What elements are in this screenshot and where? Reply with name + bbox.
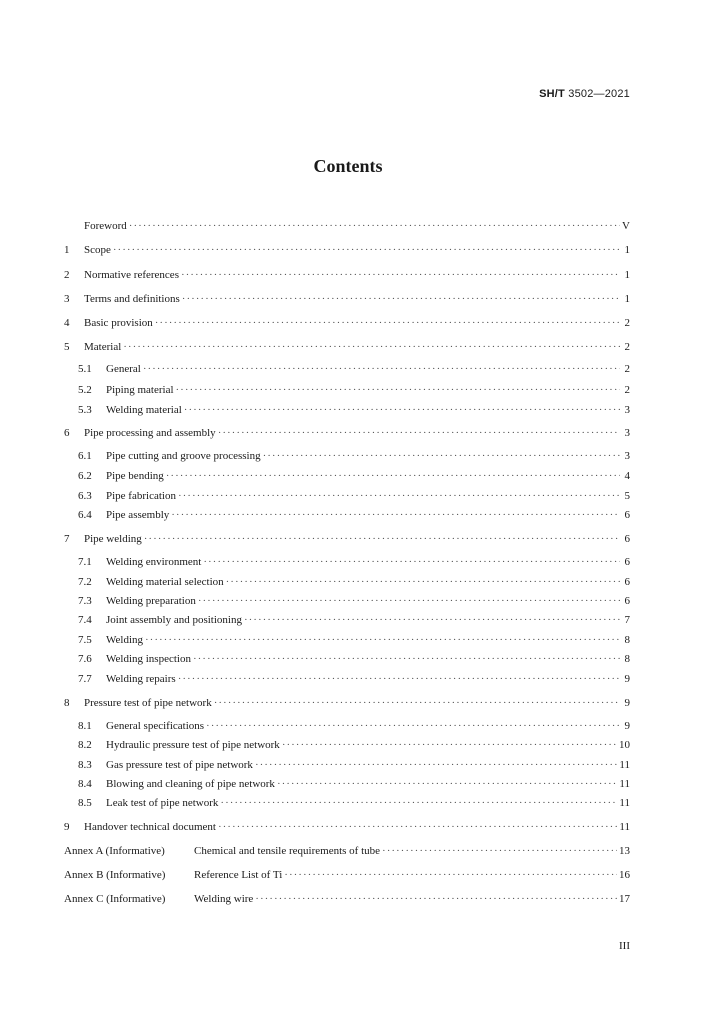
toc-leader-dots xyxy=(123,341,620,353)
toc-entry-page: 1 xyxy=(624,293,630,305)
toc-entry[interactable] xyxy=(64,293,630,309)
toc-leader-dots xyxy=(284,869,617,881)
toc-leader-dots xyxy=(263,450,620,462)
toc-entry-page: 9 xyxy=(624,673,630,685)
toc-entry-page: 10 xyxy=(619,739,630,751)
toc-entry-title: Pressure test of pipe network xyxy=(84,697,212,709)
toc-entry-title: Gas pressure test of pipe network xyxy=(106,759,253,771)
toc-entry[interactable] xyxy=(78,778,630,794)
toc-entry-title: Pipe assembly xyxy=(106,509,170,521)
toc-entry-title: General xyxy=(106,363,141,375)
toc-entry[interactable] xyxy=(64,317,630,333)
toc-entry[interactable] xyxy=(64,244,630,260)
toc-entry[interactable] xyxy=(78,653,630,669)
toc-entry-page: 6 xyxy=(624,595,630,607)
toc-leader-dots xyxy=(206,720,620,732)
toc-leader-dots xyxy=(171,509,620,521)
toc-leader-dots xyxy=(244,614,620,626)
toc-entry-title: Basic provision xyxy=(84,317,153,329)
toc-entry-page: 2 xyxy=(624,384,630,396)
toc-entry[interactable] xyxy=(78,720,630,736)
toc-entry-page: 11 xyxy=(619,759,630,771)
toc-entry[interactable] xyxy=(78,490,630,506)
toc-entry-title: Normative references xyxy=(84,269,179,281)
toc-entry-page: 1 xyxy=(624,244,630,256)
toc-entry-title: Welding environment xyxy=(106,556,202,568)
toc-leader-dots xyxy=(182,293,620,305)
toc-entry-number: 9 xyxy=(64,821,70,833)
toc-entry-number: 6.4 xyxy=(78,509,92,521)
toc-entry-title: General specifications xyxy=(106,720,205,732)
toc-entry-title: Pipe processing and assembly xyxy=(84,427,216,439)
toc-entry[interactable] xyxy=(64,341,630,357)
toc-entry-title: Reference List of Ti xyxy=(194,869,283,881)
toc-entry-title: Joint assembly and positioning xyxy=(106,614,242,626)
toc-entry-title: Welding preparation xyxy=(106,595,196,607)
toc-leader-dots xyxy=(178,673,620,685)
toc-leader-dots xyxy=(277,778,617,790)
toc-entry-number: 5 xyxy=(64,341,70,353)
toc-entry-number: 7.4 xyxy=(78,614,92,626)
toc-entry-page: 17 xyxy=(619,893,630,905)
toc-entry-number: 8.3 xyxy=(78,759,92,771)
toc-entry[interactable] xyxy=(78,739,630,755)
toc-entry[interactable] xyxy=(64,533,630,549)
toc-entry-number: 8.2 xyxy=(78,739,92,751)
toc-leader-dots xyxy=(129,220,620,232)
toc-entry[interactable] xyxy=(78,470,630,486)
toc-entry-page: 6 xyxy=(624,533,630,545)
toc-entry-number: 4 xyxy=(64,317,70,329)
toc-entry[interactable] xyxy=(78,759,630,775)
toc-entry[interactable] xyxy=(78,509,630,525)
toc-entry[interactable] xyxy=(78,595,630,611)
toc-entry[interactable] xyxy=(78,363,630,379)
toc-entry-page: 13 xyxy=(619,845,630,857)
toc-leader-dots xyxy=(144,533,620,545)
toc-leader-dots xyxy=(145,634,620,646)
toc-entry-page: 3 xyxy=(624,450,630,462)
toc-leader-dots xyxy=(198,595,620,607)
toc-entry-number: 7.6 xyxy=(78,653,92,665)
toc-entry[interactable] xyxy=(64,821,630,837)
toc-entry-page: 11 xyxy=(619,778,630,790)
toc-entry[interactable] xyxy=(78,404,630,420)
toc-leader-dots xyxy=(226,576,620,588)
toc-entry-page: 11 xyxy=(619,797,630,809)
toc-entry-title: Pipe bending xyxy=(106,470,164,482)
toc-entry-page: 3 xyxy=(624,404,630,416)
toc-entry-number: 3 xyxy=(64,293,70,305)
toc-entry[interactable] xyxy=(78,384,630,400)
toc-entry-page: 7 xyxy=(624,614,630,626)
toc-entry-page: 11 xyxy=(619,821,630,833)
toc-leader-dots xyxy=(143,363,620,375)
toc-entry-number: Annex B (Informative) xyxy=(64,869,166,881)
toc-entry-number: Annex A (Informative) xyxy=(64,845,165,857)
toc-leader-dots xyxy=(181,269,620,281)
toc-entry-page: 6 xyxy=(624,509,630,521)
toc-entry-page: V xyxy=(622,220,630,232)
toc-entry[interactable] xyxy=(78,450,630,466)
toc-entry-title: Terms and definitions xyxy=(84,293,180,305)
toc-entry-page: 5 xyxy=(624,490,630,502)
toc-entry-page: 16 xyxy=(619,869,630,881)
toc-entry-number: 5.2 xyxy=(78,384,92,396)
toc-entry-title: Pipe cutting and groove processing xyxy=(106,450,261,462)
toc-leader-dots xyxy=(382,845,617,857)
toc-entry-page: 2 xyxy=(624,363,630,375)
toc-leader-dots xyxy=(176,384,620,396)
toc-entry[interactable] xyxy=(78,797,630,813)
toc-entry-number: 5.3 xyxy=(78,404,92,416)
toc-entry-page: 8 xyxy=(624,634,630,646)
toc-entry-number: 7.1 xyxy=(78,556,92,568)
toc-entry[interactable] xyxy=(64,697,630,713)
toc-entry-number: 7 xyxy=(64,533,70,545)
toc-entry-number: 6.1 xyxy=(78,450,92,462)
toc-leader-dots xyxy=(203,556,620,568)
toc-entry-number: 8.1 xyxy=(78,720,92,732)
toc-entry[interactable] xyxy=(78,634,630,650)
toc-entry-title: Blowing and cleaning of pipe network xyxy=(106,778,275,790)
toc-leader-dots xyxy=(255,759,617,771)
toc-entry[interactable] xyxy=(64,893,630,909)
toc-entry-title: Welding material selection xyxy=(106,576,224,588)
toc-entry-page: 1 xyxy=(624,269,630,281)
toc-entry-page: 3 xyxy=(624,427,630,439)
toc-leader-dots xyxy=(178,490,620,502)
toc-entry-title: Foreword xyxy=(84,220,127,232)
toc-entry-number: 7.7 xyxy=(78,673,92,685)
toc-entry-title: Piping material xyxy=(106,384,174,396)
toc-entry-title: Welding repairs xyxy=(106,673,176,685)
toc-entry-title: Pipe fabrication xyxy=(106,490,176,502)
toc-leader-dots xyxy=(113,244,620,256)
toc-leader-dots xyxy=(218,821,617,833)
toc-leader-dots xyxy=(218,427,620,439)
toc-leader-dots xyxy=(184,404,620,416)
toc-entry-title: Chemical and tensile requirements of tube xyxy=(194,845,381,857)
toc-entry[interactable] xyxy=(78,556,630,572)
toc-leader-dots xyxy=(255,893,617,905)
toc-entry[interactable] xyxy=(78,614,630,630)
page-title: Contents xyxy=(313,156,383,176)
toc-entry-page: 6 xyxy=(624,556,630,568)
standard-code xyxy=(539,88,630,100)
toc-entry-number: 8.4 xyxy=(78,778,92,790)
toc-entry-number: 2 xyxy=(64,269,70,281)
standard-code-number: 3502—2021 xyxy=(568,88,630,100)
page-number: III xyxy=(619,940,630,952)
toc-entry-page: 6 xyxy=(624,576,630,588)
toc-entry-title: Welding inspection xyxy=(106,653,191,665)
toc-entry[interactable] xyxy=(64,269,630,285)
toc-entry[interactable] xyxy=(64,220,630,236)
toc-entry-title: Material xyxy=(84,341,122,353)
toc-entry-number: 5.1 xyxy=(78,363,92,375)
toc-entry-title: Pipe welding xyxy=(84,533,142,545)
toc-entry-title: Handover technical document xyxy=(84,821,216,833)
toc-entry-number: 7.3 xyxy=(78,595,92,607)
toc-leader-dots xyxy=(220,797,617,809)
toc-entry-page: 2 xyxy=(624,341,630,353)
toc-entry-title: Leak test of pipe network xyxy=(106,797,219,809)
toc-entry-title: Hydraulic pressure test of pipe network xyxy=(106,739,280,751)
toc-entry[interactable] xyxy=(78,576,630,592)
standard-code-prefix: SH/T xyxy=(539,88,565,100)
toc-entry-title: Welding wire xyxy=(194,893,254,905)
toc-entry-page: 8 xyxy=(624,653,630,665)
toc-entry-number: 7.2 xyxy=(78,576,92,588)
toc-entry-page: 9 xyxy=(624,720,630,732)
toc-leader-dots xyxy=(155,317,620,329)
toc-leader-dots xyxy=(282,739,617,751)
toc-entry-title: Welding material xyxy=(106,404,182,416)
toc-entry[interactable] xyxy=(64,845,630,861)
toc-entry-number: Annex C (Informative) xyxy=(64,893,166,905)
toc-entry[interactable] xyxy=(64,427,630,443)
toc-entry[interactable] xyxy=(64,869,630,885)
toc-entry-number: 6 xyxy=(64,427,70,439)
toc-entry[interactable] xyxy=(78,673,630,689)
toc-leader-dots xyxy=(214,697,620,709)
toc-entry-number: 8 xyxy=(64,697,70,709)
toc-entry-number: 1 xyxy=(64,244,70,256)
toc-leader-dots xyxy=(166,470,620,482)
toc-entry-page: 4 xyxy=(624,470,630,482)
toc-entry-title: Scope xyxy=(84,244,111,256)
toc-entry-number: 6.3 xyxy=(78,490,92,502)
toc-entry-page: 9 xyxy=(624,697,630,709)
toc-entry-number: 6.2 xyxy=(78,470,92,482)
toc-entry-page: 2 xyxy=(624,317,630,329)
toc-leader-dots xyxy=(193,653,620,665)
toc-entry-number: 7.5 xyxy=(78,634,92,646)
toc-entry-number: 8.5 xyxy=(78,797,92,809)
toc-entry-title: Welding xyxy=(106,634,143,646)
